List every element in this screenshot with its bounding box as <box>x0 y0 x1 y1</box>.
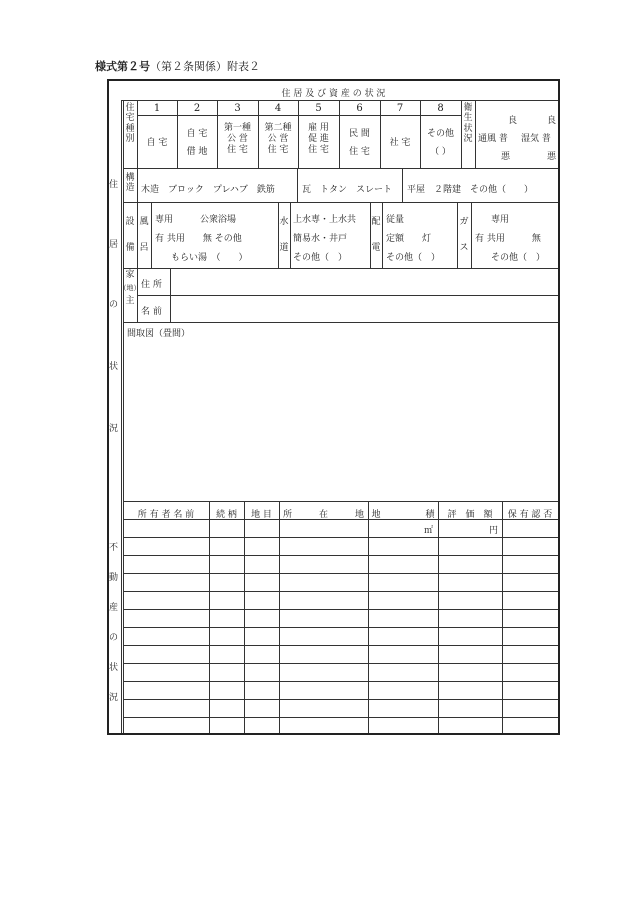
type-number-4: 4 <box>274 103 282 114</box>
col-owner-name: 所 有 者 名 前 <box>137 510 195 520</box>
type-number-8: 8 <box>437 103 444 114</box>
landlord-name-label: 名 前 <box>141 307 162 317</box>
type-public-housing-1: 第一種 公 営 住 宅 <box>223 123 251 155</box>
hygiene-humidity-normal: 湿気 普 <box>521 134 551 144</box>
line <box>137 168 138 202</box>
line <box>123 202 558 203</box>
line <box>402 168 403 202</box>
hygiene-ventilation-normal: 通風 普 <box>478 134 508 144</box>
area-unit: ㎡ <box>424 526 434 536</box>
col-location: 所 在 地 <box>282 510 364 520</box>
line <box>151 202 152 268</box>
table-col-line <box>279 501 280 733</box>
type-company-housing: 社 宅 <box>389 138 411 148</box>
hygiene-good-ventilation: 良 <box>508 116 518 126</box>
type-number-2: 2 <box>193 103 201 114</box>
line <box>123 100 124 733</box>
form-title <box>95 58 260 74</box>
structure-material: 木造 ブロック プレハブ 鉄筋 <box>141 185 275 195</box>
structure-roof: 瓦 トタン スレート <box>302 185 393 195</box>
type-own-house-leased-land: 自 宅 借 地 <box>186 129 208 157</box>
line <box>121 100 122 733</box>
type-other: その他 （ ） <box>426 129 454 157</box>
value-unit: 円 <box>489 526 499 536</box>
table-row-line <box>123 537 558 538</box>
line <box>123 168 558 169</box>
label-property-1: 不 <box>109 543 119 553</box>
housing-type-label: 住 宅 種 別 <box>125 103 135 145</box>
table-row-line <box>123 645 558 646</box>
electricity-options: 従量 定額 灯 その他（ ） <box>386 215 441 263</box>
type-number-3: 3 <box>234 103 241 114</box>
electricity-label: 配 電 <box>371 217 381 253</box>
water-label: 水 道 <box>279 217 289 253</box>
table-row-line <box>123 681 558 682</box>
col-area: 地 積 <box>371 510 435 520</box>
label-property-5: 状 <box>109 663 119 673</box>
table-col-line <box>502 501 503 733</box>
form-frame <box>107 79 560 735</box>
table-row-line <box>123 591 558 592</box>
structure-label: 構 造 <box>125 173 135 194</box>
type-number-1: 1 <box>153 103 161 114</box>
hygiene-good-humidity: 良 <box>547 116 557 126</box>
type-public-housing-2: 第二種 公 営 住 宅 <box>264 123 292 155</box>
hygiene-label: 衛 生 状 況 <box>463 103 473 145</box>
table-col-line <box>209 501 210 733</box>
type-number-6: 6 <box>356 103 363 114</box>
line <box>382 202 383 268</box>
col-holding-approval: 保 有 認 否 <box>507 510 553 520</box>
line <box>123 268 558 269</box>
label-housing-1: 住 <box>109 180 119 190</box>
line <box>137 115 461 116</box>
label-housing-4: 状 <box>109 362 119 372</box>
line <box>471 202 472 268</box>
label-housing-3: の <box>109 300 119 310</box>
type-private-housing: 民 間 住 宅 <box>349 129 370 157</box>
floorplan-label: 間取図（畳間） <box>127 329 191 339</box>
table-col-line <box>368 501 369 733</box>
table-row-line <box>123 609 558 610</box>
line <box>123 322 558 323</box>
table-col-line <box>244 501 245 733</box>
line <box>475 100 476 168</box>
gas-label: ガ ス <box>459 217 469 253</box>
form-number: 様式第２号 <box>95 60 150 73</box>
line <box>290 202 291 268</box>
table-row-line <box>123 555 558 556</box>
col-land-category: 地 目 <box>251 510 272 520</box>
line <box>123 501 558 502</box>
table-row-line <box>123 627 558 628</box>
hygiene-bad-ventilation: 悪 <box>501 152 511 162</box>
form-reference: （第２条関係）附表２ <box>150 60 260 73</box>
facilities-label: 設 備 <box>125 217 135 253</box>
table-col-line <box>438 501 439 733</box>
table-row-line <box>123 663 558 664</box>
line <box>123 519 558 520</box>
table-row-line <box>123 717 558 718</box>
hygiene-bad-humidity: 悪 <box>547 152 557 162</box>
line <box>137 295 558 296</box>
gas-options: 専用 有 共用 無 その他（ ） <box>475 215 546 263</box>
label-property-3: 産 <box>109 603 119 613</box>
label-housing-2: 居 <box>109 240 119 250</box>
type-number-7: 7 <box>396 103 404 114</box>
label-housing-5: 況 <box>109 424 119 434</box>
label-property-2: 動 <box>109 573 119 583</box>
landlord-address-label: 住 所 <box>141 280 162 290</box>
col-value: 評 価 額 <box>447 510 493 520</box>
table-row-line <box>123 699 558 700</box>
bath-label: 風 呂 <box>139 217 149 253</box>
section-header: 住 居 及 び 資 産 の 状 況 <box>281 89 386 99</box>
col-relationship: 続 柄 <box>216 510 237 520</box>
table-row-line <box>123 573 558 574</box>
line <box>297 168 298 202</box>
type-own-house: 自 宅 <box>146 138 168 148</box>
label-property-4: の <box>109 633 119 643</box>
label-property-6: 況 <box>109 693 119 703</box>
type-number-5: 5 <box>315 103 322 114</box>
landlord-label: 家 （地） 主 <box>119 270 141 306</box>
bath-options: 専用 公衆浴場 有 共用 無 その他 もらい湯 （ ） <box>155 215 248 263</box>
type-employment-housing: 雇 用 促 進 住 宅 <box>308 123 329 155</box>
water-options: 上水専・上水共 簡易水・井戸 その他（ ） <box>293 215 357 263</box>
structure-floors: 平屋 ２階建 その他（ ） <box>407 185 534 195</box>
